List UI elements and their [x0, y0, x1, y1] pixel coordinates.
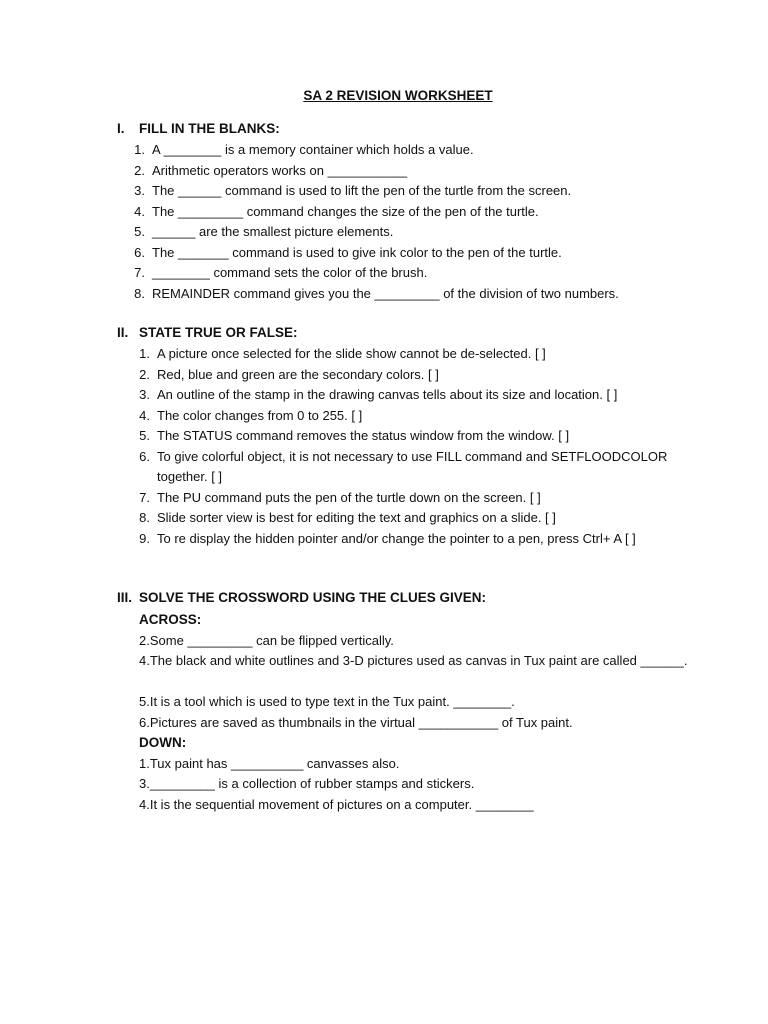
item-number: 6.: [134, 244, 145, 260]
item-text: The ______ command is used to lift the pen of the turtle from the screen.: [152, 183, 572, 198]
section-1-title: FILL IN THE BLANKS:: [139, 121, 280, 136]
item-text: Slide sorter view is best for editing the text and graphics on a slide. [ ]: [157, 510, 556, 525]
true-false-list: [139, 344, 702, 570]
item-text: An outline of the stamp in the drawing canvas tells about its size and location. [ ]: [157, 387, 618, 402]
section-1-number: I.: [117, 121, 125, 136]
item-number: 5.: [139, 428, 150, 443]
list-item: [139, 406, 702, 427]
item-text: The color changes from 0 to 255. [ ]: [157, 407, 363, 423]
item-text: ______ are the smallest picture elements.: [152, 224, 394, 239]
section-2-heading: [117, 325, 298, 340]
list-item: [139, 344, 702, 365]
item-number: 3.: [139, 387, 150, 402]
item-text: REMAINDER command gives you the _________ of the division of two numbers.: [152, 285, 619, 301]
list-item: [134, 161, 619, 182]
section-2-title: STATE TRUE OR FALSE:: [139, 325, 298, 340]
list-item: [134, 263, 619, 284]
item-number: 2.: [134, 162, 145, 178]
section-3-number: III.: [117, 590, 133, 605]
across-label: ACROSS:: [139, 612, 202, 627]
list-item: [139, 426, 702, 447]
across-clue: 4.The black and white outlines and 3-D pictures used as canvas in Tux paint are called ______.: [139, 653, 688, 668]
item-text: A ________ is a memory container which holds a value.: [152, 142, 474, 157]
list-item: [134, 222, 619, 243]
item-number: 4.: [139, 407, 150, 423]
item-number: 6.: [139, 448, 150, 464]
item-number: 4.: [134, 203, 145, 219]
item-text: Red, blue and green are the secondary colors. [ ]: [157, 366, 439, 382]
across-clue: 2.Some _________ can be flipped vertically.: [139, 632, 394, 648]
worksheet-title: SA 2 REVISION WORKSHEET: [303, 88, 493, 103]
section-3-title: SOLVE THE CROSSWORD USING THE CLUES GIVEN:: [139, 590, 487, 605]
item-number: 1.: [134, 142, 145, 157]
list-item: [139, 447, 702, 488]
item-number: 1.: [139, 346, 150, 361]
across-clue: 6.Pictures are saved as thumbnails in the virtual ___________ of Tux paint.: [139, 714, 573, 730]
item-text: Arithmetic operators works on ___________: [152, 162, 408, 178]
down-clue: 3._________ is a collection of rubber stamps and stickers.: [139, 776, 475, 791]
list-item: [139, 385, 702, 406]
list-item: [139, 508, 702, 529]
item-number: 8.: [139, 510, 150, 525]
section-1-heading: [117, 121, 280, 136]
item-text: The STATUS command removes the status window from the window. [ ]: [157, 428, 570, 443]
across-clue: 5.It is a tool which is used to type text in the Tux paint. ________.: [139, 694, 515, 709]
down-label: DOWN:: [139, 735, 187, 750]
item-text: A picture once selected for the slide show cannot be de-selected. [ ]: [157, 346, 546, 361]
section-3-heading: [117, 590, 486, 605]
crossword-clues: [139, 610, 699, 815]
item-text: ________ command sets the color of the brush.: [152, 265, 428, 280]
item-number: 2.: [139, 366, 150, 382]
list-item: [134, 181, 619, 202]
item-text: The _________ command changes the size of the pen of the turtle.: [152, 203, 539, 219]
item-number: 7.: [134, 265, 145, 280]
list-item: [134, 202, 619, 223]
item-text: To re display the hidden pointer and/or change the pointer to a pen, press Ctrl+ A [ ]: [157, 530, 636, 546]
fill-in-blanks-list: [134, 140, 619, 304]
item-text: To give colorful object, it is not necessary to use FILL command and SETFLOODCOLOR together. [ ]: [157, 448, 668, 484]
list-item: [139, 365, 702, 386]
list-item: [134, 140, 619, 161]
list-item: [139, 488, 702, 509]
item-number: 7.: [139, 489, 150, 505]
down-clue: 4.It is the sequential movement of pictures on a computer. ________: [139, 796, 534, 812]
list-item: [134, 243, 619, 264]
item-number: 8.: [134, 285, 145, 301]
item-number: 5.: [134, 224, 145, 239]
list-item: [134, 284, 619, 305]
down-clue: 1.Tux paint has __________ canvasses also.: [139, 755, 400, 771]
list-item: [139, 529, 702, 570]
item-text: The PU command puts the pen of the turtle down on the screen. [ ]: [157, 489, 541, 505]
item-text: The _______ command is used to give ink color to the pen of the turtle.: [152, 244, 562, 260]
section-2-number: II.: [117, 325, 129, 340]
item-number: 9.: [139, 530, 150, 546]
item-number: 3.: [134, 183, 145, 198]
